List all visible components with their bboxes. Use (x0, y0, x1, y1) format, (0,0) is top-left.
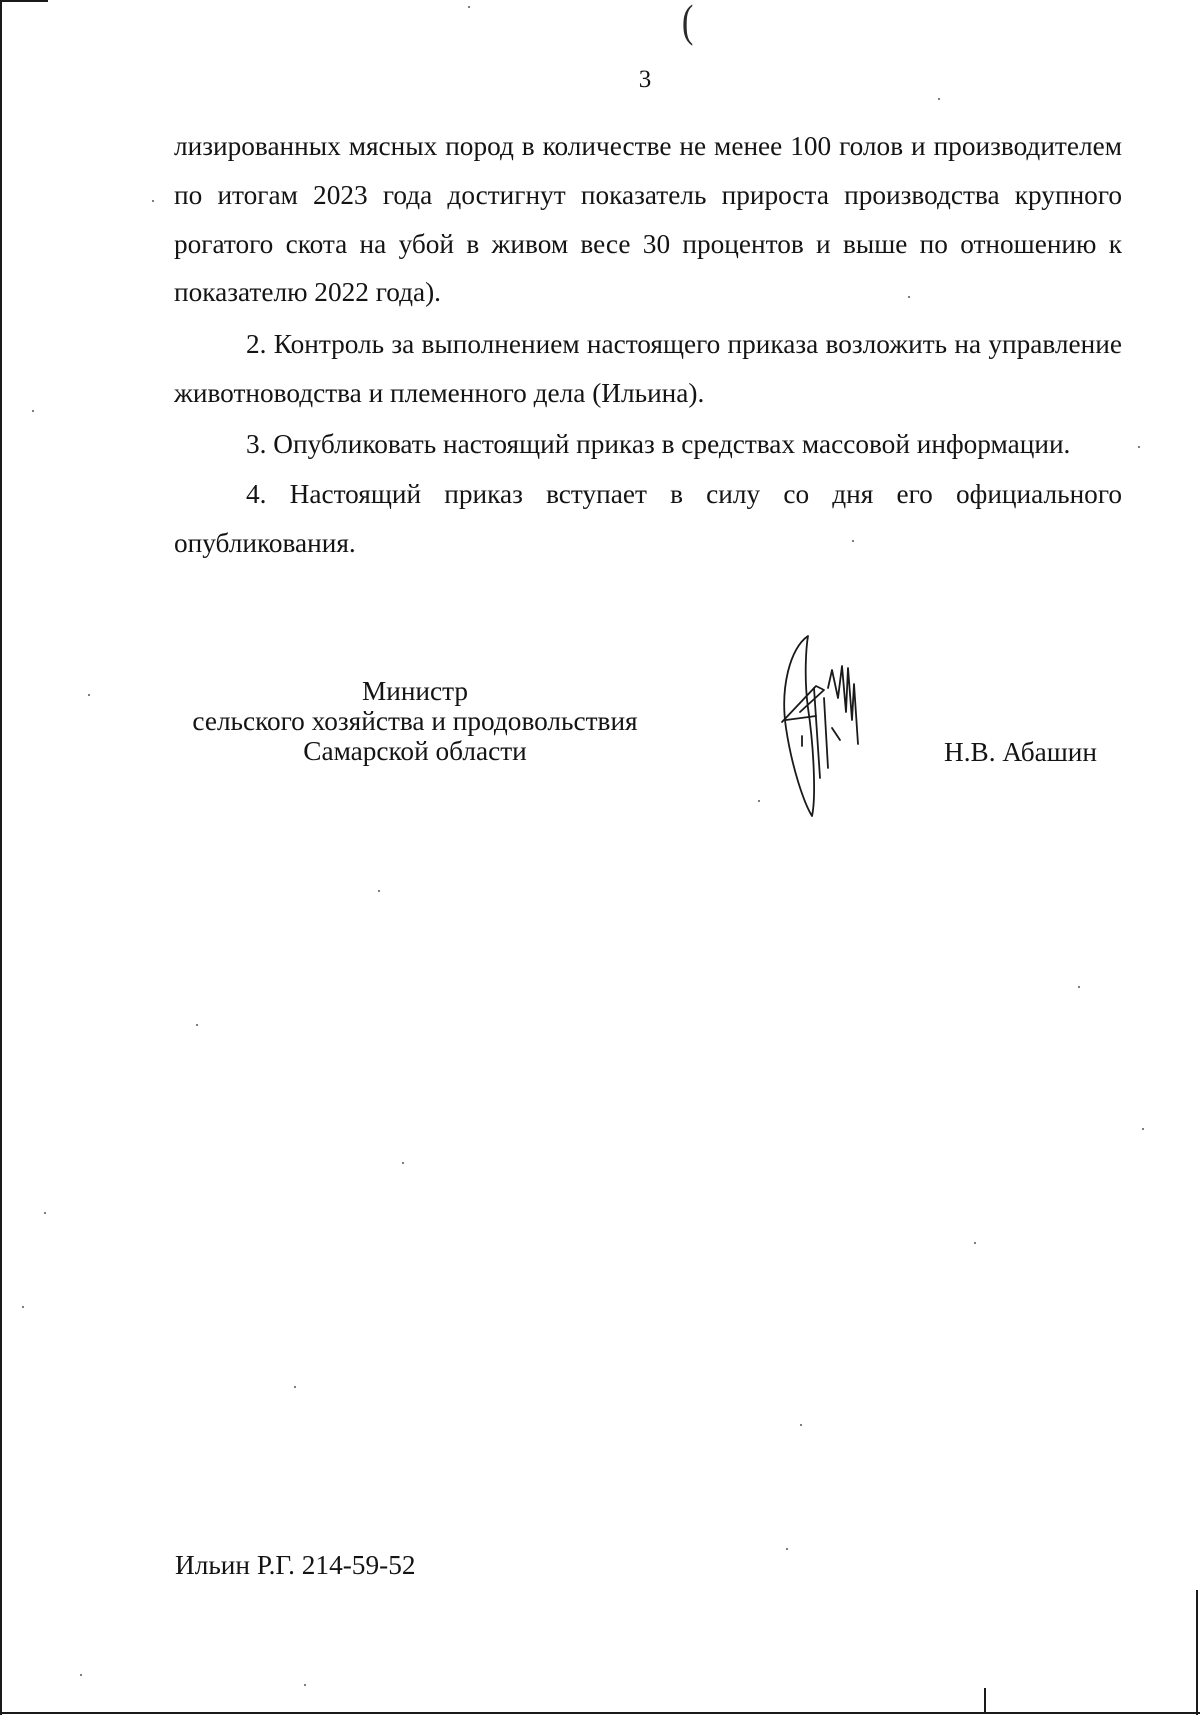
scan-speck (468, 6, 470, 8)
executor-contact: Ильин Р.Г. 214-59-52 (175, 1550, 416, 1580)
paragraph-item-2: 2. Контроль за выполнением настоящего приказа возложить на управление животноводства и племенного дела (Ильина). (174, 329, 1122, 408)
paragraph-continuation: лизированных мясных пород в количестве не менее 100 голов и производителем по итогам 2023 года достигнут показатель прироста производства крупного рогатого скота на убой в живом весе 30 процентов и выше по отношению к показателю 2022 года). (174, 131, 1122, 308)
scan-border-right (1196, 1590, 1198, 1715)
scan-speck (88, 694, 90, 696)
scan-speck (378, 890, 380, 892)
scan-speck (44, 1212, 46, 1214)
signatory-title-line-3: Самарской области (303, 736, 527, 766)
scan-speck (1142, 1128, 1144, 1130)
scan-speck (294, 1386, 296, 1388)
page-number: 3 (638, 66, 652, 93)
paragraph-item-3: 3. Опубликовать настоящий приказ в средствах массовой информации. (246, 429, 1071, 459)
scan-speck (1078, 986, 1080, 988)
scan-speck (304, 1684, 306, 1686)
scan-speck (402, 1162, 404, 1164)
scan-speck (22, 1306, 24, 1308)
scan-tick-bottom (984, 1688, 986, 1712)
margin-bracket-mark: ( (681, 0, 694, 46)
scan-speck (80, 1674, 82, 1676)
scan-border-left (0, 0, 2, 1715)
paragraph-item-4: 4. Настоящий приказ вступает в силу со дня его официального опубликования. (174, 479, 1122, 558)
handwritten-signature (760, 628, 880, 828)
scan-speck (196, 1024, 198, 1026)
scan-border-bottom (0, 1712, 1200, 1714)
signatory-name: Н.В. Абашин (944, 737, 1097, 767)
signatory-title-line-1: Министр (361, 676, 469, 706)
signatory-title (170, 676, 660, 766)
scan-speck (152, 200, 154, 202)
scan-speck (1138, 446, 1140, 448)
scan-speck (786, 1548, 788, 1550)
scan-speck (938, 98, 940, 100)
signatory-title-line-2: сельского хозяйства и продовольствия (192, 706, 638, 736)
scan-border-top-left (0, 0, 48, 2)
scan-speck (800, 1424, 802, 1426)
scan-speck (32, 410, 34, 412)
scan-speck (974, 1242, 976, 1244)
